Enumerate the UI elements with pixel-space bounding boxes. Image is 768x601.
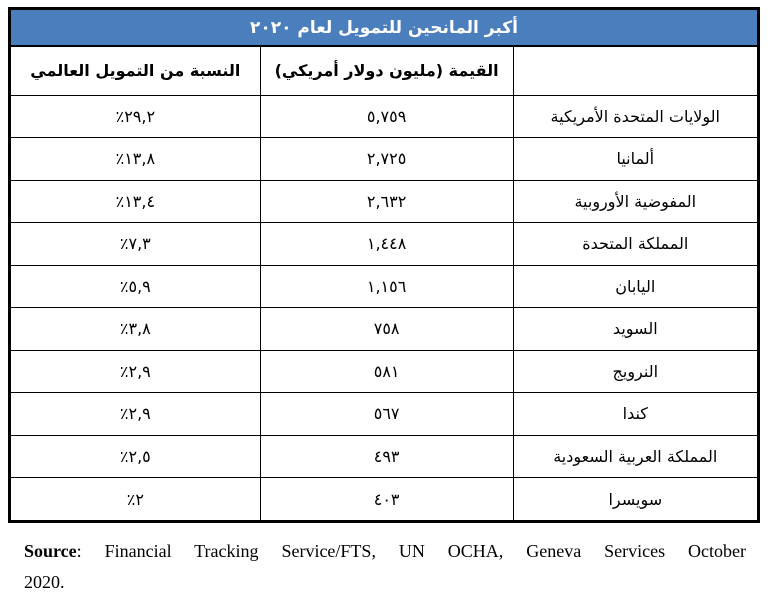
percent-column-header: النسبة من التمويل العالمي [11,47,260,95]
table-title: أكبر المانحين للتمويل لعام ٢٠٢٠ [250,17,518,38]
value-cell: ٤٠٣ [260,478,513,521]
value-cell: ٤٩٣ [260,435,513,478]
table-row [11,350,757,393]
table-row [11,180,757,223]
percent-cell: ٢,٥٪ [11,435,260,478]
country-cell: كندا [513,393,757,436]
table-row [11,478,757,521]
percent-cell: ٥,٩٪ [11,265,260,308]
country-cell: المفوضية الأوروبية [513,180,757,223]
percent-cell: ٢٪ [11,478,260,521]
source-label: Source [24,541,77,561]
value-cell: ٢,٧٢٥ [260,138,513,181]
percent-cell: ١٣,٤٪ [11,180,260,223]
percent-cell: ٢,٩٪ [11,350,260,393]
donors-table [11,47,757,520]
table-row [11,95,757,138]
value-cell: ٧٥٨ [260,308,513,351]
table-row [11,435,757,478]
percent-cell: ١٣,٨٪ [11,138,260,181]
percent-cell: ٢,٩٪ [11,393,260,436]
table-row [11,308,757,351]
country-cell: السويد [513,308,757,351]
table-row [11,393,757,436]
table-title-bar [11,10,757,47]
table-header-row [11,47,757,95]
country-cell: النرويج [513,350,757,393]
percent-cell: ٧,٣٪ [11,223,260,266]
value-cell: ٥٨١ [260,350,513,393]
country-cell: المملكة العربية السعودية [513,435,757,478]
source-text-line2: 2020. [24,572,65,592]
country-column-header [513,47,757,95]
country-cell: المملكة المتحدة [513,223,757,266]
country-cell: الولايات المتحدة الأمريكية [513,95,757,138]
country-cell: ألمانيا [513,138,757,181]
country-cell: سويسرا [513,478,757,521]
source-note [24,536,746,598]
percent-cell: ٣,٨٪ [11,308,260,351]
value-cell: ١,٤٤٨ [260,223,513,266]
percent-cell: ٢٩,٢٪ [11,95,260,138]
value-cell: ٢,٦٣٢ [260,180,513,223]
table-row [11,138,757,181]
table-row [11,223,757,266]
value-column-header: القيمة (مليون دولار أمريكي) [260,47,513,95]
country-cell: اليابان [513,265,757,308]
value-cell: ١,١٥٦ [260,265,513,308]
table-row [11,265,757,308]
donors-table-frame [8,7,760,523]
value-cell: ٥٦٧ [260,393,513,436]
source-text-line1: : Financial Tracking Service/FTS, UN OCHA, Geneva Services October [76,541,746,561]
value-cell: ٥,٧٥٩ [260,95,513,138]
